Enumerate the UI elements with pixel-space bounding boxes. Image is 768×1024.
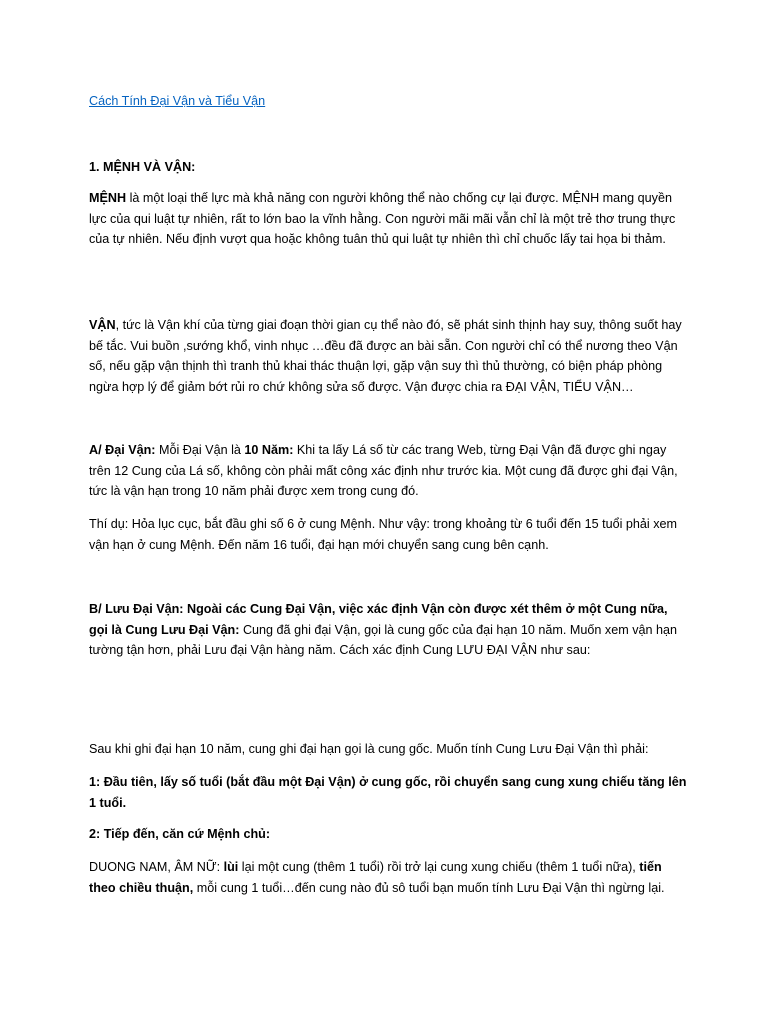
bold-term: tiến theo chiều thuận, xyxy=(89,860,662,895)
step-2 xyxy=(89,824,689,845)
paragraph-text: Sau khi ghi đại hạn 10 năm, cung ghi đại hạn gọi là cung gốc. Muốn tính Cung Lưu Đại Vận thì phải: xyxy=(89,742,649,756)
paragraph-menh xyxy=(89,188,689,250)
heading-text: 1. MỆNH VÀ VẬN: xyxy=(89,160,196,174)
bold-term: 10 Năm: xyxy=(244,443,294,457)
paragraph-text: , tức là Vận khí của từng giai đoạn thời gian cụ thể nào đó, sẽ phát sinh thịnh hay suy, thông suốt hay bế tắc. Vui buồn ,sướng khổ, vinh nhục …đều đã được an bài sẵn. Con người chỉ có thể nương theo Vận số, nếu gặp vận thịnh thì tranh thủ khai thác thuận lợi, gặp vận suy thì thủ thường, có biện pháp phòng ngừa hợp lý để giảm bớt rủi ro chứ không sửa số được. Vận được chia ra ĐẠI VẬN, TIỂU VẬN… xyxy=(89,318,682,394)
bold-term: VẬN xyxy=(89,318,116,332)
step-text: 2: Tiếp đến, căn cứ Mệnh chủ: xyxy=(89,827,271,841)
bold-term: A/ Đại Vận: xyxy=(89,443,156,457)
bold-term: MỆNH xyxy=(89,191,127,205)
bold-term: B/ Lưu Đại Vận: Ngoài các Cung Đại Vận, việc xác định Vận còn được xét thêm ở một Cung nữa, gọi là Cung Lưu Đại Vận: xyxy=(89,602,668,637)
step-1 xyxy=(89,772,689,813)
step-text: 1: Đầu tiên, lấy số tuổi (bắt đầu một Đại Vận) ở cung gốc, rồi chuyển sang cung xung chiếu tăng lên 1 tuổi. xyxy=(89,775,687,810)
paragraph-text: Thí dụ: Hỏa lục cục, bắt đầu ghi số 6 ở cung Mệnh. Như vậy: trong khoảng từ 6 tuổi đến 15 tuổi phải xem vận hạn ở cung Mệnh. Đến năm 16 tuổi, đại hạn mới chuyển sang cung bên cạnh. xyxy=(89,517,677,552)
paragraph-text: Khi ta lấy Lá số từ các trang Web, từng Đại Vận đã được ghi ngay trên 12 Cung của Lá số, không còn phải mất công xác định như trước kia. Một cung đã được ghi đại Vận, tức là vận hạn trong 10 năm phải được xem trong cung đó. xyxy=(89,443,678,499)
paragraph-text: mỗi cung 1 tuổi…đến cung nào đủ sô tuổi bạn muốn tính Lưu Đại Vận thì ngừng lại. xyxy=(193,880,665,895)
title-paragraph xyxy=(89,91,689,112)
paragraph-dai-van xyxy=(89,440,689,502)
paragraph-after xyxy=(89,739,689,760)
paragraph-van xyxy=(89,315,689,397)
paragraph-text: DUONG NAM, ÂM NỮ: xyxy=(89,860,224,874)
paragraph-text: Cung đã ghi đại Vận, gọi là cung gốc của đại hạn 10 năm. Muốn xem vận hạn tường tận hơn, phải Lưu đại Vận hàng năm. Cách xác định Cung LƯU ĐẠI VẬN như sau: xyxy=(89,622,678,658)
paragraph-text: lại một cung (thêm 1 tuổi) rồi trở lại cung xung chiếu (thêm 1 tuổi nữa), xyxy=(238,860,640,874)
section-heading xyxy=(89,157,689,178)
paragraph-text: Mỗi Đại Vận là xyxy=(155,443,245,457)
paragraph-luu-dai-van xyxy=(89,599,689,661)
title-link[interactable]: Cách Tính Đại Vận và Tiểu Vận xyxy=(89,94,266,108)
paragraph-duong-nam xyxy=(89,857,689,898)
paragraph-text: là một loại thế lực mà khả năng con người không thể nào chống cự lại được. MỆNH mang quyền lực của qui luật tự nhiên, rất to lớn bao la vĩnh hằng. Con người mãi mãi vẫn chỉ là một trẻ thơ trung thực của tự nhiên. Nếu định vượt qua hoặc không tuân thủ qui luật tự nhiên thì chỉ chuốc lấy tai họa bi thảm. xyxy=(89,191,676,247)
bold-term: lùi xyxy=(223,860,239,874)
paragraph-example xyxy=(89,514,689,555)
